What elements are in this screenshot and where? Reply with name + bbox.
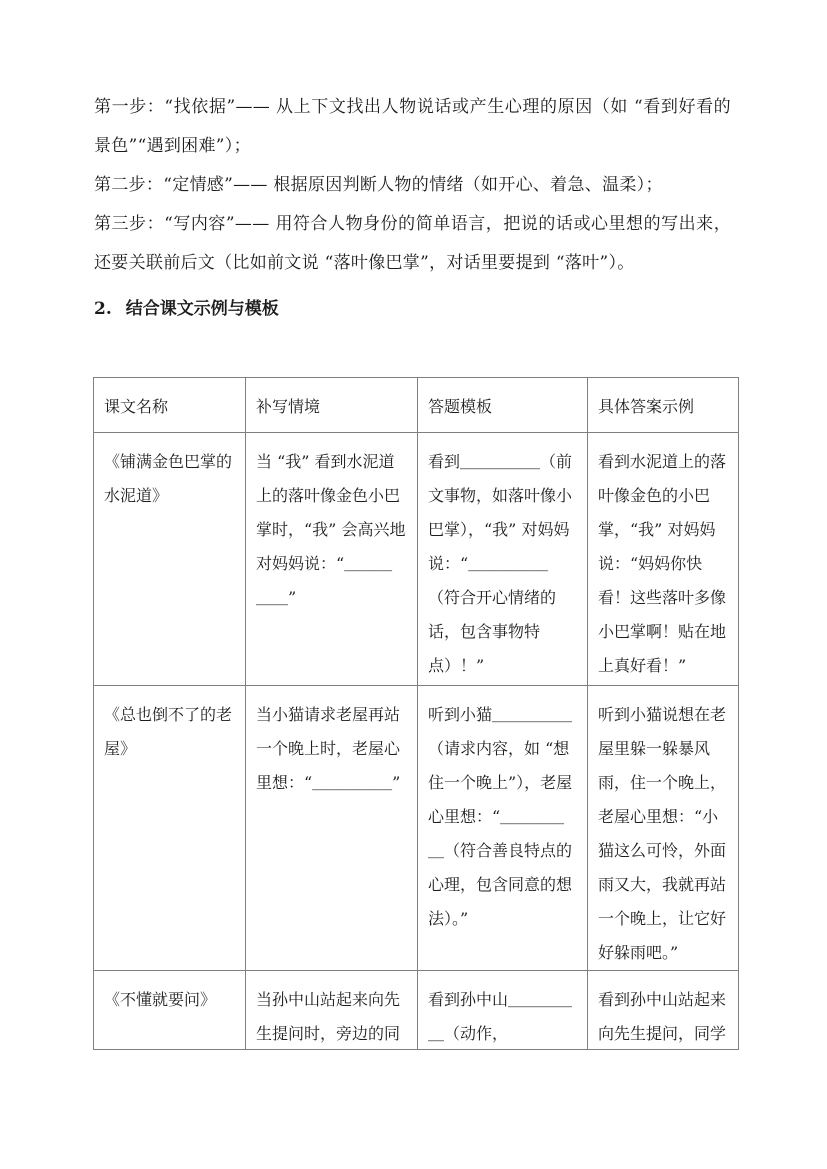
table-row-golden-palm-road [94, 433, 739, 686]
section-heading-title: 结合课文示例与模板 [125, 299, 279, 319]
lesson-example-table [93, 377, 739, 1050]
cell-writing-context: 当小猫请求老屋再站一个晚上时，老屋心里想：“＿＿＿＿＿” [256, 705, 401, 792]
section-heading [94, 297, 827, 321]
cell-lesson-name: 《总也倒不了的老屋》 [104, 705, 233, 758]
cell-writing-context: 当孙中山站起来向先生提问时，旁边的同 [256, 990, 401, 1043]
cell-answer-example: 听到小猫说想在老屋里躲一躲暴风雨，住一个晚上，老屋心里想：“小猫这么可怜，外面雨又大，我就再站一个晚上，让它好好躲雨吧。” [598, 705, 727, 962]
intro-paragraph-step3: 第三步：“写内容”—— 用符合人物身份的简单语言，把说的话或心里想的写出来，还要关联前后文（比如前文说 “落叶像巴掌”，对话里要提到 “落叶”）。 [94, 214, 731, 273]
cell-answer-template: 看到孙中山＿＿＿＿＿（动作， [428, 990, 573, 1043]
column-header-lesson-name: 课文名称 [94, 378, 246, 433]
cell-lesson-name: 《不懂就要问》 [104, 990, 217, 1009]
intro-section [94, 88, 731, 283]
table-header-row [94, 378, 739, 433]
cell-lesson-name: 《铺满金色巴掌的水泥道》 [104, 452, 233, 505]
cell-answer-example: 看到孙中山站起来向先生提问，同学 [598, 990, 727, 1043]
column-header-writing-context: 补写情境 [246, 378, 418, 433]
column-header-answer-template: 答题模板 [418, 378, 588, 433]
section-heading-number: 2. [94, 299, 112, 319]
cell-answer-template: 听到小猫＿＿＿＿＿（请求内容，如 “想住一个晚上”），老屋心里想：“＿＿＿＿＿（符合善良特点的心理，包含同意的想法）。” [428, 705, 573, 928]
cell-writing-context: 当 “我” 看到水泥道上的落叶像金色小巴掌时，“我” 会高兴地对妈妈说：“＿＿＿＿＿” [256, 452, 406, 607]
table-row-ask-if-unsure [94, 971, 739, 1050]
intro-paragraph-step1: 第一步：“找依据”—— 从上下文找出人物说话或产生心理的原因（如 “看到好看的景色”“遇到困难”）； [94, 97, 731, 156]
column-header-answer-example: 具体答案示例 [588, 378, 739, 433]
cell-answer-template: 看到＿＿＿＿＿（前文事物，如落叶像小巴掌），“我” 对妈妈说：“＿＿＿＿＿（符合开心情绪的话，包含事物特点）！” [428, 452, 573, 675]
cell-answer-example: 看到水泥道上的落叶像金色的小巴掌，“我” 对妈妈说：“妈妈你快看！这些落叶多像小巴掌啊！贴在地上真好看！” [598, 452, 727, 675]
intro-paragraph-step2: 第二步：“定情感”—— 根据原因判断人物的情绪（如开心、着急、温柔）； [94, 175, 663, 195]
table-row-old-house [94, 686, 739, 971]
